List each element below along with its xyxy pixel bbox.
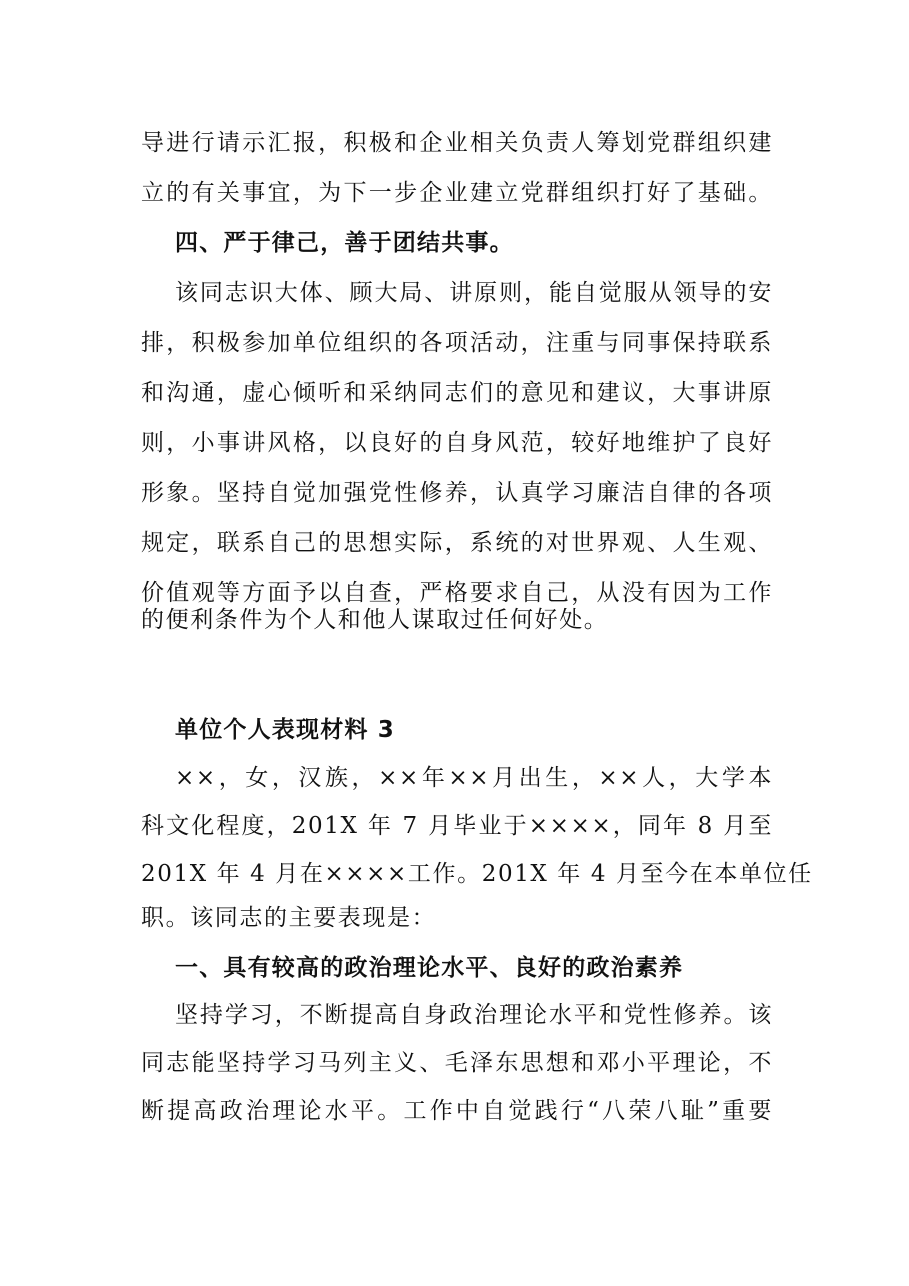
section-heading: 四、严于律己，善于团结共事。 xyxy=(175,230,514,256)
paragraph-line: 则，小事讲风格，以良好的自身风范，较好地维护了良好 xyxy=(141,430,773,456)
paragraph-line: 断提高政治理论水平。工作中自觉践行“八荣八耻”重要 xyxy=(141,1098,773,1124)
section-heading: 一、具有较高的政治理论水平、良好的政治素养 xyxy=(175,955,684,981)
paragraph-line: 科文化程度，201X 年 7 月毕业于××××，同年 8 月至 xyxy=(141,813,773,839)
paragraph-line: 职。该同志的主要表现是： xyxy=(141,905,437,931)
paragraph-line: 导进行请示汇报，积极和企业相关负责人筹划党群组织建 xyxy=(141,130,773,156)
paragraph-line: 和沟通，虚心倾听和采纳同志们的意见和建议，大事讲原 xyxy=(141,380,773,406)
paragraph-line: ××，女，汉族，××年××月出生，××人，大学本 xyxy=(175,765,773,791)
paragraph-line: 立的有关事宜，为下一步企业建立党群组织打好了基础。 xyxy=(141,180,773,206)
paragraph-line: 该同志识大体、顾大局、讲原则，能自觉服从领导的安 xyxy=(175,280,773,306)
paragraph-line: 形象。坚持自觉加强党性修养，认真学习廉洁自律的各项 xyxy=(141,480,773,506)
paragraph-line: 同志能坚持学习马列主义、毛泽东思想和邓小平理论，不 xyxy=(141,1050,773,1076)
paragraph-line: 规定，联系自己的思想实际，系统的对世界观、人生观、 xyxy=(141,530,773,556)
paragraph-line: 价值观等方面予以自查，严格要求自己，从没有因为工作 xyxy=(141,580,773,606)
paragraph-line: 的便利条件为个人和他人谋取过任何好处。 xyxy=(141,607,609,633)
document-title: 单位个人表现材料 3 xyxy=(175,717,396,743)
paragraph-line: 201X 年 4 月在××××工作。201X 年 4 月至今在本单位任 xyxy=(141,861,813,887)
paragraph-line: 排，积极参加单位组织的各项活动，注重与同事保持联系 xyxy=(141,330,773,356)
paragraph-line: 坚持学习，不断提高自身政治理论水平和党性修养。该 xyxy=(175,1002,773,1028)
